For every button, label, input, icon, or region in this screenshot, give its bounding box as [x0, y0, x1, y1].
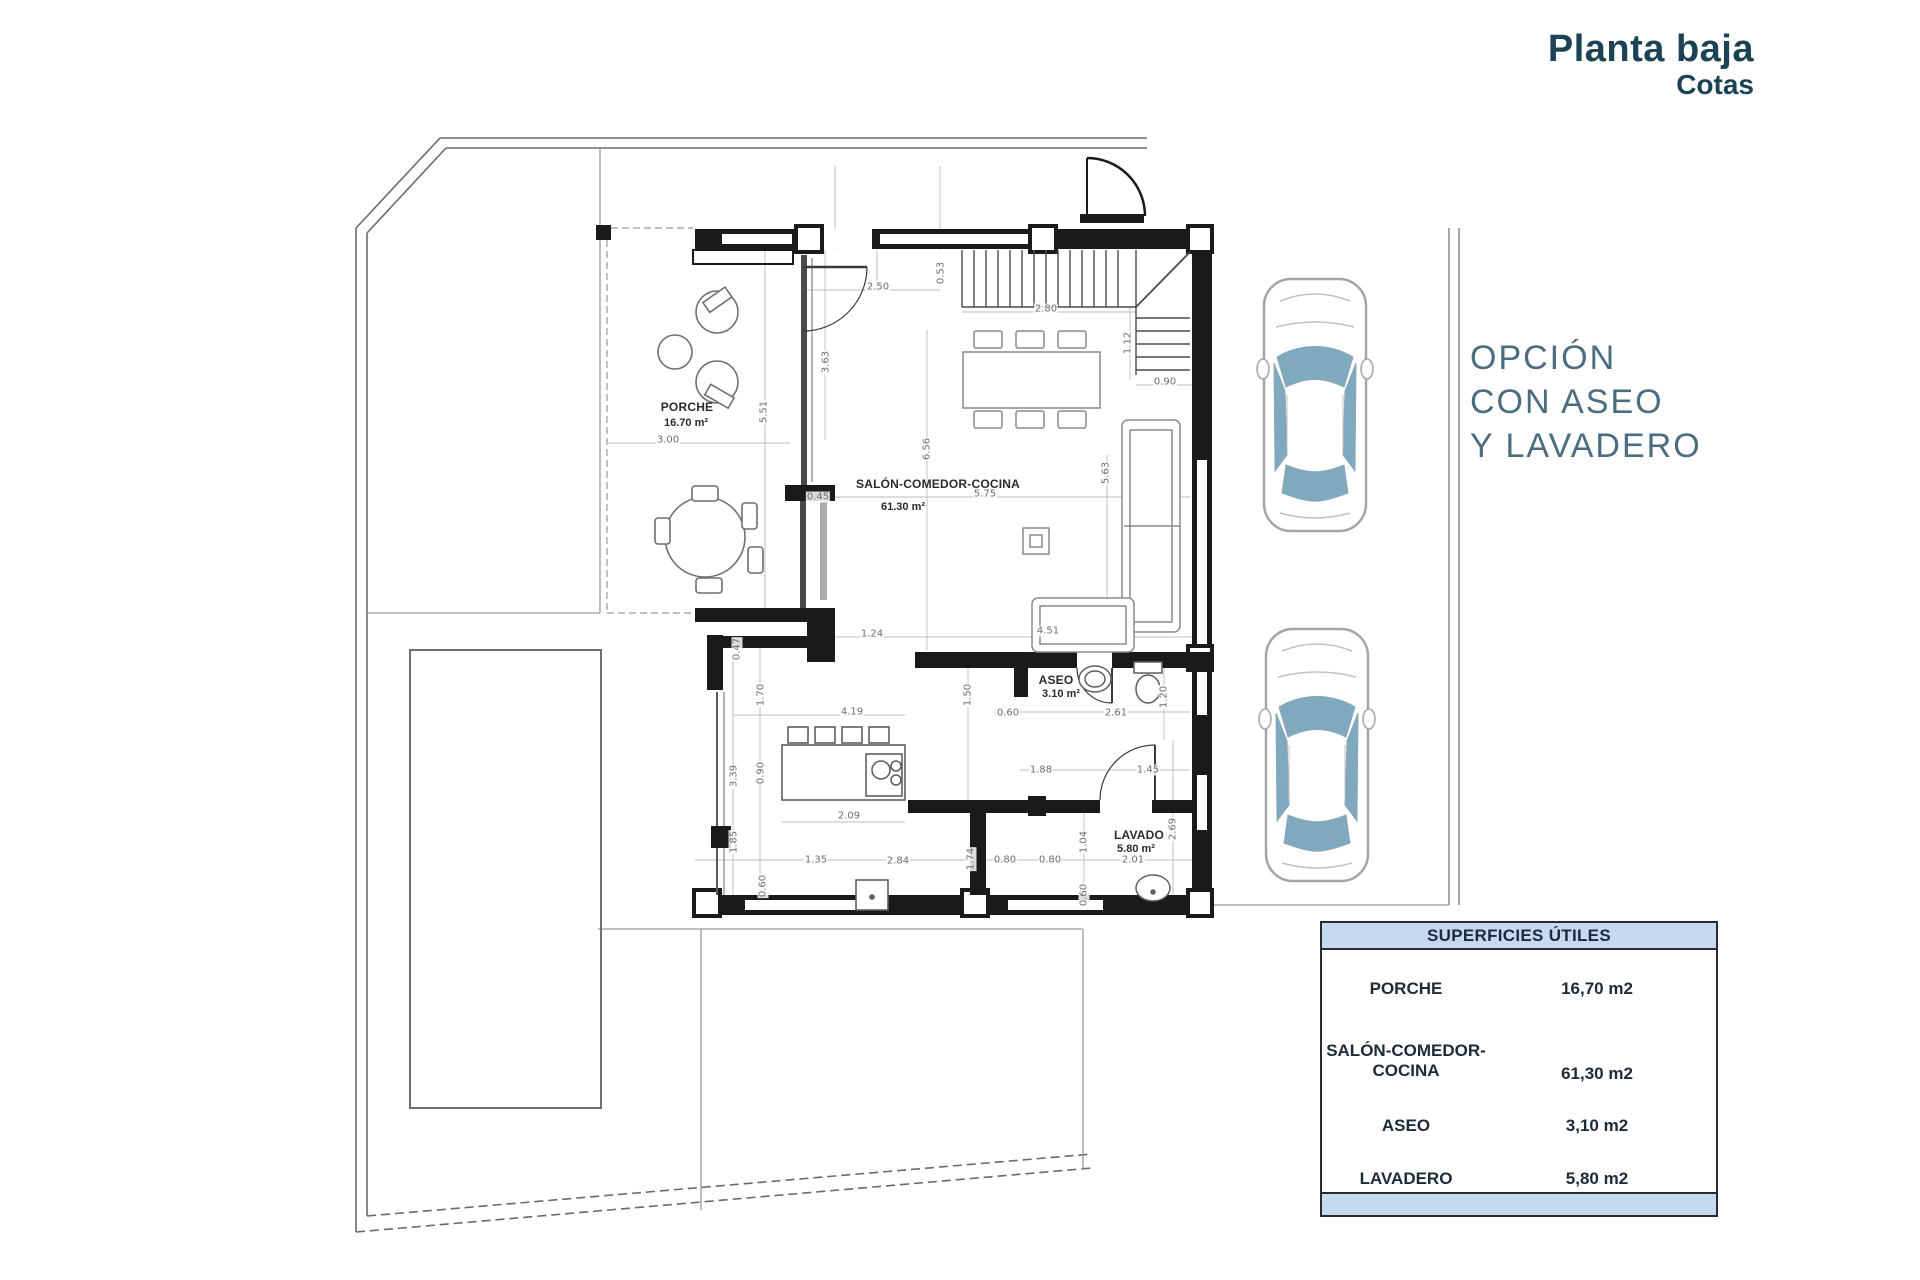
dimension-label: 2.61	[1104, 707, 1128, 719]
dimension-label: 0.60	[757, 874, 769, 898]
dimension-label: 1.74	[965, 847, 977, 871]
room-label: PORCHE	[660, 400, 714, 414]
dimension-label: 2.84	[886, 855, 910, 867]
option-note-line3: Y LAVADERO	[1470, 427, 1702, 465]
row-label: ASEO	[1381, 1116, 1431, 1135]
dimension-label: 0.47	[731, 637, 743, 661]
dimension-label: 1.88	[1029, 764, 1053, 776]
dimension-label: 0.53	[935, 261, 947, 285]
dimension-label: 1.85	[728, 830, 740, 854]
page-title: Planta baja	[1547, 28, 1754, 70]
dimension-label: 3.00	[656, 434, 680, 446]
dimension-label: 6.56	[921, 437, 933, 461]
dimension-label: 1.12	[1122, 331, 1134, 355]
room-label: SALÓN-COMEDOR-COCINA	[856, 477, 1020, 491]
kitchen-island	[782, 727, 905, 800]
dimension-label: 0.80	[1038, 854, 1062, 866]
dimension-label: 5.51	[758, 400, 770, 424]
dimension-label: 0.60	[996, 707, 1020, 719]
dimension-label: 5.63	[1100, 461, 1112, 485]
dimension-label: 3.63	[820, 350, 832, 374]
dimension-label: 0.90	[755, 761, 767, 785]
dimension-label: 1.24	[860, 628, 884, 640]
plot-boundary	[356, 138, 1147, 1232]
row-label: LAVADERO	[1359, 1169, 1453, 1188]
row-value: 3,10 m2	[1565, 1116, 1629, 1135]
dimension-label: 2.01	[1121, 854, 1145, 866]
table-row	[1322, 1035, 1716, 1087]
row-value: 16,70 m2	[1561, 979, 1633, 998]
row-label: SALÓN-COMEDOR-	[1326, 1041, 1486, 1060]
room-area-label: 61.30 m²	[880, 501, 926, 513]
washing-machine	[856, 880, 888, 910]
room-area-label: 5.80 m²	[1117, 843, 1155, 855]
car-bottom	[1259, 629, 1375, 881]
dimension-label: 4.51	[1036, 625, 1060, 637]
dimension-label: 1.35	[804, 854, 828, 866]
table-row	[1322, 975, 1716, 1003]
dimension-label: 0.80	[993, 854, 1017, 866]
surfaces-table-header: SUPERFICIES ÚTILES	[1322, 923, 1716, 950]
dimension-label: 2.09	[837, 810, 861, 822]
title-block	[1548, 28, 1754, 100]
sofa	[1023, 420, 1180, 652]
dimension-label: 0.90	[1153, 376, 1177, 388]
corner-pillar	[596, 225, 611, 240]
room-area-label: 3.10 m²	[1042, 688, 1080, 700]
gate-icon	[1080, 158, 1145, 223]
dimension-label: 1.50	[962, 683, 974, 707]
road-lines	[1449, 228, 1459, 905]
dimension-label: 0.45	[806, 491, 830, 503]
option-note	[1470, 336, 1702, 468]
dimension-label: 1.20	[1158, 685, 1170, 709]
room-label: LAVADO	[1113, 828, 1165, 842]
dimension-label: 1.70	[755, 683, 767, 707]
table-row	[1322, 1166, 1716, 1192]
dimension-label: 2.80	[1034, 303, 1058, 315]
dining-table	[963, 331, 1100, 428]
dimension-label: 1.04	[1078, 830, 1090, 854]
porch-furniture	[655, 287, 763, 593]
dimension-label: 4.19	[840, 706, 864, 718]
page-subtitle: Cotas	[1676, 69, 1754, 100]
dimension-label: 2.69	[1167, 817, 1179, 841]
pool	[410, 650, 601, 1108]
dimension-label: 0.60	[1078, 883, 1090, 907]
car-top	[1257, 279, 1373, 531]
room-label: ASEO	[1038, 673, 1074, 687]
dimension-label: 3.39	[728, 764, 740, 788]
row-value: 5,80 m2	[1565, 1169, 1629, 1188]
lavadero-sink	[1136, 875, 1170, 901]
surfaces-table	[1320, 921, 1718, 1217]
tv-board	[820, 500, 827, 600]
row-label: PORCHE	[1369, 979, 1443, 998]
option-note-line1: OPCIÓN	[1470, 339, 1617, 377]
room-area-label: 16.70 m²	[663, 417, 709, 429]
row-label-line2: COCINA	[1372, 1061, 1440, 1080]
dimension-label: 2.50	[866, 281, 890, 293]
row-value: 61,30 m2	[1561, 1064, 1633, 1083]
table-row	[1322, 1113, 1716, 1139]
option-note-line2: CON ASEO	[1470, 383, 1664, 421]
surfaces-table-footer	[1322, 1192, 1716, 1215]
dimension-label: 5.75	[973, 488, 997, 500]
dimension-label: 1.45	[1136, 764, 1160, 776]
